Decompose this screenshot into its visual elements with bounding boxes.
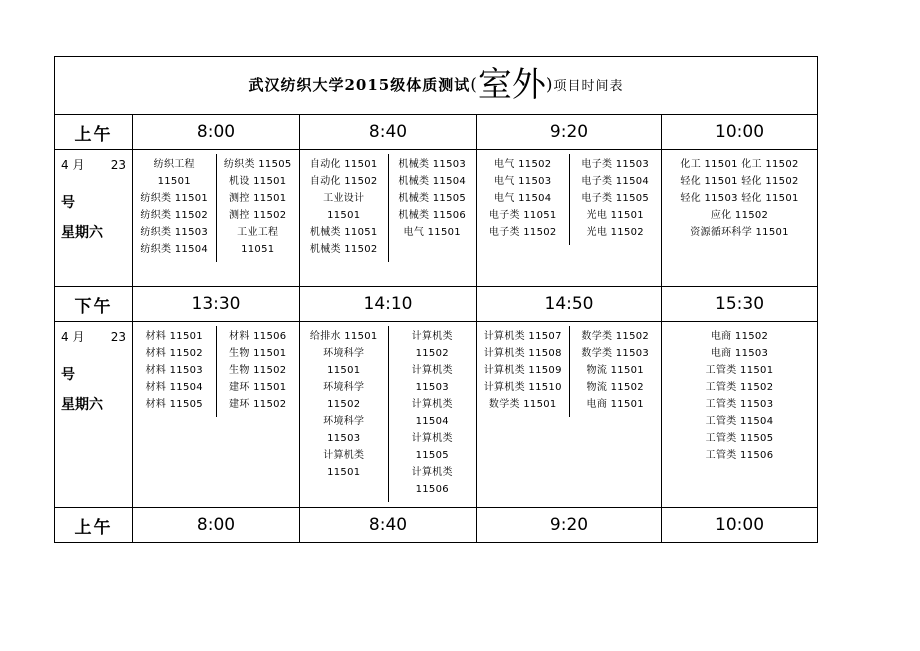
time-slot: 8:00 [133, 115, 300, 150]
class-entry: 11501 [327, 210, 361, 221]
class-entry: 11501 [327, 365, 361, 376]
slot-column [388, 326, 477, 502]
block3-header-row [55, 508, 818, 543]
title-year: 2015 [344, 76, 391, 94]
class-entry: 电子类 11503 [581, 159, 650, 170]
time-slot: 15:30 [662, 287, 818, 322]
class-entry: 11506 [415, 484, 449, 495]
time-slot: 10:00 [662, 115, 818, 150]
class-entry: 工管类 11505 [705, 433, 774, 444]
title-suffix: 项目时间表 [553, 79, 624, 94]
slot-cell [477, 150, 662, 287]
class-entry: 计算机类 11510 [483, 382, 562, 393]
class-entry: 材料 11501 [145, 331, 203, 342]
block1-header-row [55, 115, 818, 150]
time-slot: 14:50 [477, 287, 662, 322]
class-entry: 计算机类 [411, 331, 453, 342]
class-entry: 自动化 11501 [309, 159, 378, 170]
class-entry: 工业设计 [323, 193, 365, 204]
class-entry: 11502 [327, 399, 361, 410]
slot-cell [300, 150, 477, 287]
slot-column [300, 326, 388, 502]
class-entry: 测控 11502 [229, 210, 287, 221]
slot-cell [477, 322, 662, 508]
slot-column [388, 154, 477, 262]
time-slot: 8:40 [300, 508, 477, 543]
slot-column [662, 154, 817, 245]
class-entry: 电子类 11505 [581, 193, 650, 204]
class-entry: 生物 11501 [229, 348, 287, 359]
class-entry: 计算机类 11507 [483, 331, 562, 342]
class-entry: 生物 11502 [229, 365, 287, 376]
class-entry: 工管类 11501 [705, 365, 774, 376]
date-cell [55, 150, 133, 287]
class-entry: 计算机类 [323, 450, 365, 461]
date-weekday: 星期六 [61, 397, 103, 413]
class-entry: 工管类 11506 [705, 450, 774, 461]
title-prefix: 武汉纺织大学 [248, 76, 345, 94]
time-slot: 8:00 [133, 508, 300, 543]
class-entry: 电商 11503 [710, 348, 769, 359]
title-cell [55, 57, 818, 115]
date-month: 4 月 [61, 158, 85, 172]
slot-column [133, 326, 216, 417]
class-entry: 材料 11505 [145, 399, 203, 410]
class-entry: 纺织类 11501 [140, 193, 209, 204]
class-entry: 环境科学 [323, 348, 365, 359]
slot-cell [300, 322, 477, 508]
class-entry: 工管类 11503 [705, 399, 774, 410]
class-entry: 机械类 11503 [398, 159, 467, 170]
class-entry: 机械类 11505 [398, 193, 467, 204]
class-entry: 11501 [327, 467, 361, 478]
class-entry: 计算机类 [411, 433, 453, 444]
class-entry: 纺织类 11503 [140, 227, 209, 238]
period-label: 上午 [55, 115, 133, 150]
slot-column [662, 326, 817, 468]
class-entry: 应化 11502 [710, 210, 769, 221]
slot-column [133, 154, 216, 262]
date-weekday: 星期六 [61, 225, 103, 241]
class-entry: 工业工程 [237, 227, 279, 238]
title-row [55, 57, 818, 115]
class-entry: 电商 11502 [710, 331, 769, 342]
date-month: 4 月 [61, 330, 85, 344]
class-entry: 计算机类 [411, 399, 453, 410]
class-entry: 材料 11506 [229, 331, 287, 342]
class-entry: 环境科学 [323, 382, 365, 393]
class-entry: 11503 [327, 433, 361, 444]
period-label: 上午 [55, 508, 133, 543]
schedule-table [54, 56, 818, 543]
date-cell [55, 322, 133, 508]
time-slot: 8:40 [300, 115, 477, 150]
class-entry: 电气 11502 [494, 159, 552, 170]
class-entry: 轻化 11501 轻化 11502 [680, 176, 799, 187]
title-paren-open: ( [470, 75, 478, 95]
time-slot: 9:20 [477, 508, 662, 543]
slot-column [300, 154, 388, 262]
class-entry: 纺织类 11502 [140, 210, 209, 221]
class-entry: 纺织类 11505 [223, 159, 292, 170]
slot-cell [133, 322, 300, 508]
period-label: 下午 [55, 287, 133, 322]
class-entry: 建环 11501 [229, 382, 287, 393]
slot-column [569, 154, 662, 245]
class-entry: 数学类 11502 [581, 331, 650, 342]
class-entry: 电子类 11504 [581, 176, 650, 187]
class-entry: 11051 [241, 244, 275, 255]
class-entry: 11501 [157, 176, 191, 187]
page-title [248, 57, 623, 114]
class-entry: 物流 11501 [586, 365, 644, 376]
class-entry: 机械类 11506 [398, 210, 467, 221]
class-entry: 物流 11502 [586, 382, 644, 393]
class-entry: 纺织类 11504 [140, 244, 209, 255]
class-entry: 电子类 11502 [488, 227, 557, 238]
date-hao: 号 [61, 195, 75, 211]
slot-cell [662, 150, 818, 287]
slot-column [477, 326, 569, 417]
class-entry: 轻化 11503 轻化 11501 [680, 193, 799, 204]
date-hao: 号 [61, 367, 75, 383]
time-slot: 9:20 [477, 115, 662, 150]
class-entry: 数学类 11503 [581, 348, 650, 359]
slot-column [569, 326, 662, 417]
time-slot: 14:10 [300, 287, 477, 322]
title-paren-close: ) [545, 75, 554, 95]
class-entry: 材料 11504 [145, 382, 203, 393]
time-slot: 13:30 [133, 287, 300, 322]
class-entry: 机械类 11502 [309, 244, 378, 255]
class-entry: 工管类 11504 [705, 416, 774, 427]
class-entry: 化工 11501 化工 11502 [680, 159, 799, 170]
class-entry: 11503 [415, 382, 449, 393]
class-entry: 材料 11502 [145, 348, 203, 359]
class-entry: 光电 11502 [586, 227, 644, 238]
class-entry: 电气 11504 [494, 193, 552, 204]
class-entry: 建环 11502 [229, 399, 287, 410]
class-entry: 电子类 11051 [488, 210, 557, 221]
class-entry: 数学类 11501 [488, 399, 557, 410]
class-entry: 光电 11501 [586, 210, 644, 221]
class-entry: 11505 [415, 450, 449, 461]
class-entry: 电商 11501 [586, 399, 644, 410]
slot-cell [133, 150, 300, 287]
class-entry: 11504 [415, 416, 449, 427]
class-entry: 计算机类 11508 [483, 348, 562, 359]
class-entry: 机械类 11504 [398, 176, 467, 187]
block2-body-row [55, 322, 818, 508]
slot-column [477, 154, 569, 245]
title-big: 室外 [477, 65, 546, 105]
class-entry: 计算机类 11509 [483, 365, 562, 376]
time-slot: 10:00 [662, 508, 818, 543]
class-entry: 给排水 11501 [309, 331, 378, 342]
slot-column [216, 154, 300, 262]
class-entry: 计算机类 [411, 467, 453, 478]
class-entry: 机械类 11051 [309, 227, 378, 238]
class-entry: 计算机类 [411, 365, 453, 376]
class-entry: 环境科学 [323, 416, 365, 427]
class-entry: 资源循环科学 11501 [690, 227, 789, 238]
class-entry: 11502 [415, 348, 449, 359]
class-entry: 测控 11501 [229, 193, 287, 204]
class-entry: 电气 11501 [403, 227, 461, 238]
block1-body-row [55, 150, 818, 287]
date-daynum: 23 [110, 158, 126, 172]
class-entry: 材料 11503 [145, 365, 203, 376]
slot-cell [662, 322, 818, 508]
block2-header-row [55, 287, 818, 322]
class-entry: 电气 11503 [494, 176, 552, 187]
title-mid: 级体质测试 [390, 76, 471, 94]
class-entry: 工管类 11502 [705, 382, 774, 393]
date-daynum: 23 [110, 330, 126, 344]
class-entry: 自动化 11502 [309, 176, 378, 187]
slot-column [216, 326, 300, 417]
class-entry: 机设 11501 [229, 176, 287, 187]
class-entry: 纺织工程 [153, 159, 195, 170]
